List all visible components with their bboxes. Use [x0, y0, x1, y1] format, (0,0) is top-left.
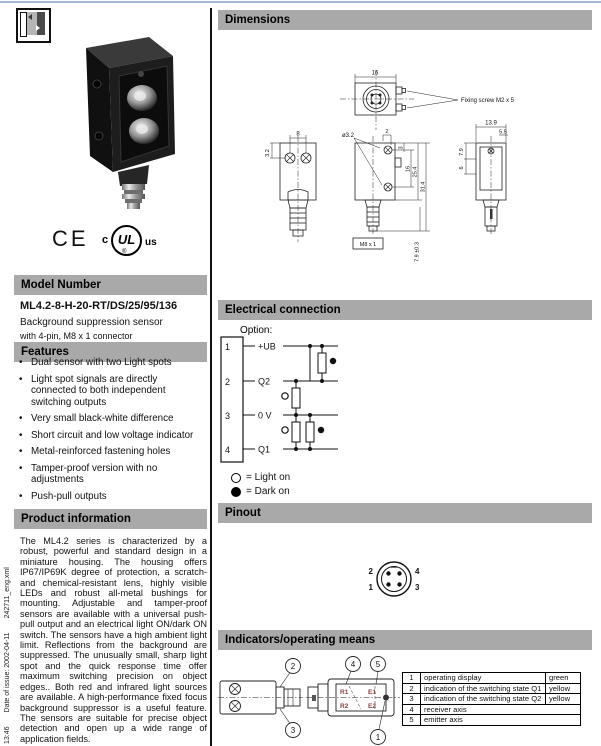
feature-item: • Push-pull outputs	[18, 491, 205, 503]
electrical-header: Electrical connection	[218, 300, 592, 320]
ul-c: c	[102, 234, 109, 246]
callout-1: 1	[375, 733, 381, 742]
ul-circle: UL	[111, 225, 142, 256]
table-row: 3 indication of the switching state Q2 yellow	[403, 694, 581, 705]
callout-3: 3	[290, 726, 296, 735]
dim-mid-d3: 31.4	[420, 181, 427, 193]
table-row: 5 emitter axis	[403, 715, 581, 726]
dim-thread: M8 x 1	[359, 242, 377, 248]
features-list	[18, 357, 205, 507]
table-row: 4 receiver axis	[403, 704, 581, 715]
dim-fixing-screw-label: Fixing screw M2 x 5	[461, 98, 515, 104]
ul-mark	[102, 224, 162, 258]
dim-right-left2: 6	[459, 166, 465, 170]
feature-item: • Tamper-proof version with no adjustments	[18, 463, 205, 486]
feature-item: • Very small black-white difference	[18, 413, 205, 425]
option-label: Option:	[240, 325, 273, 336]
indicators-drawing	[218, 656, 403, 746]
pinout-header: Pinout	[218, 503, 592, 523]
wiring-legend	[231, 472, 290, 500]
scan-top-edge	[0, 1, 601, 3]
callout-2: 2	[290, 662, 296, 671]
pin-label-q1: Q1	[258, 444, 271, 455]
indicators-table	[402, 672, 581, 726]
dim-mid-top: 2	[385, 129, 389, 135]
dim-mid-d1: 16	[405, 165, 412, 173]
dim-hole-dia: ø3.2	[342, 133, 355, 139]
dim-top-width: 16	[371, 70, 379, 77]
print-time: 13:46	[4, 726, 11, 744]
legend-dark-on: = Dark on	[246, 486, 290, 497]
icon-sensor-body	[37, 12, 45, 35]
ce-mark: CE	[52, 226, 89, 251]
label-r1: R1	[340, 689, 349, 696]
wiring-diagram	[218, 335, 418, 467]
dimensions-drawing	[218, 40, 592, 295]
pinout-pin-3: 3	[415, 583, 420, 592]
model-connector-note: with 4-pin, M8 x 1 connector	[20, 331, 133, 341]
dim-mid-d2: 25.4	[412, 166, 419, 178]
table-row: 2 indication of the switching state Q1 yellow	[403, 683, 581, 694]
features-header: Features	[14, 342, 207, 362]
dim-right-left1: 7.9	[459, 148, 465, 156]
product-photo	[56, 34, 196, 210]
label-e2: E2	[368, 703, 376, 710]
product-info-header: Product information	[14, 509, 207, 529]
pinout-pin-2: 2	[368, 567, 373, 576]
icon-arrow-left	[28, 14, 32, 20]
feature-item: • Metal-reinforced fastening holes	[18, 446, 205, 458]
sidebar-imprint	[2, 532, 13, 744]
pinout-pin-1: 1	[368, 583, 373, 592]
ul-registered: ®	[122, 249, 127, 255]
label-e1: E1	[368, 689, 376, 696]
pin-label-q2: Q2	[258, 376, 271, 387]
legend-light-on: = Light on	[246, 472, 291, 483]
icon-arrow-right	[36, 25, 40, 31]
pinout-diagram	[350, 553, 446, 605]
sensor-type-icon	[16, 8, 51, 43]
dim-mid-bottom: 7.9 ±0.3	[414, 242, 421, 262]
model-number-header: Model Number	[14, 275, 207, 295]
feature-item: • Dual sensor with two Light spots	[18, 357, 205, 369]
indicators-header: Indicators/operating means	[218, 630, 592, 650]
pin-no-2: 2	[225, 377, 231, 387]
product-info-text: The ML4.2 series is characterized by a robust, powerful and standard design in a miniature housing. The housing offers IP67/IP69K degree of protection, a scratch- and chemical-resistant lens, highly visible LEDs and robust all-metal bushings for mounting. Adjustable and tamper-proof sensors are available with a universal push-pull output and an electrical light ON/dark ON switch. The sensors have a high ambient light limit. Reflections from the background are suppressed. The unusually small, sharp light spot and the quick response time offer maximum switching precision on object edges.. Both red and infrared light sources are available. A high-performance fixed focus background suppressor is a useful feature. The sensors are suitable for precise object detection and open up a wide range of application fields.	[20, 536, 207, 744]
pin-no-1: 1	[225, 342, 231, 352]
feature-item: • Short circuit and low voltage indicator	[18, 430, 205, 442]
callout-5: 5	[375, 660, 381, 669]
model-description: Background suppression sensor	[20, 317, 163, 328]
file-name: 242711_eng.xml	[4, 567, 11, 619]
dim-left-width: 8	[296, 131, 300, 138]
dark-on-icon	[231, 487, 241, 497]
ul-us: us	[145, 237, 157, 248]
feature-item: • Light spot signals are directly connected to both independent switching outputs	[18, 374, 205, 409]
callout-4: 4	[350, 660, 356, 669]
pin-no-3: 3	[225, 411, 231, 421]
column-divider	[210, 8, 212, 746]
date-of-issue: Date of issue: 2002-04-11	[4, 632, 11, 713]
label-r2: R2	[340, 703, 349, 710]
dim-right-top: 5.5	[499, 129, 507, 136]
icon-target-bar	[20, 12, 27, 37]
dimensions-header: Dimensions	[218, 10, 592, 30]
dim-mid-top-right: 3	[398, 146, 405, 150]
dim-right-width: 13.9	[485, 120, 497, 127]
pinout-pin-4: 4	[415, 567, 420, 576]
dim-left-height: 3.2	[265, 149, 271, 157]
pin-label-ub: +UB	[258, 341, 276, 352]
model-number-value: ML4.2-8-H-20-RT/DS/25/95/136	[20, 300, 178, 312]
light-on-icon	[231, 473, 241, 483]
pin-label-0v: 0 V	[258, 410, 272, 421]
table-row: 1 operating display green	[403, 673, 581, 684]
pin-no-4: 4	[225, 445, 231, 455]
